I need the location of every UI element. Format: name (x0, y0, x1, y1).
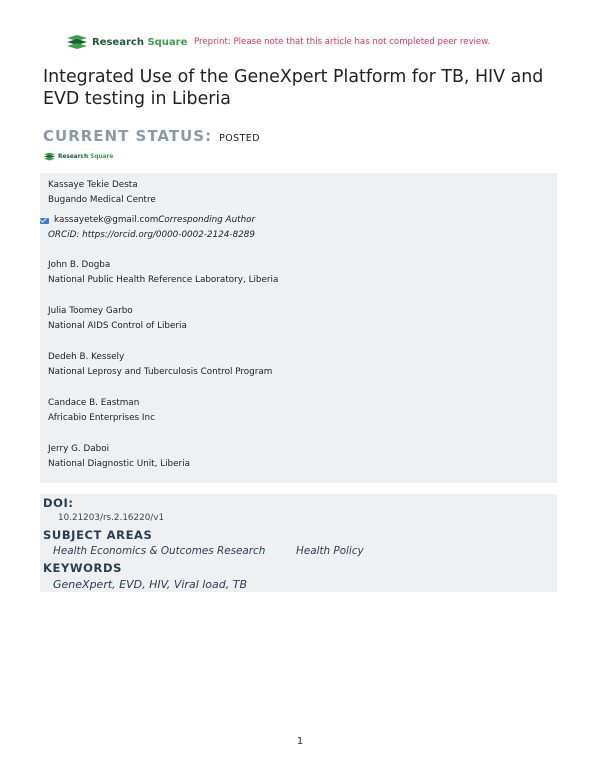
page-number: 1 (296, 736, 304, 747)
author-name: John B. Dogba (48, 260, 111, 270)
status-value: POSTED (219, 133, 260, 144)
research-square-logo[interactable] (66, 34, 187, 50)
preprint-notice: Preprint: Please note that this article has not completed peer review. (194, 37, 491, 47)
small-logo-text-main: Research (58, 153, 89, 160)
corresponding-author-label: Corresponding Author (158, 215, 256, 225)
subject-areas-label: SUBJECT AREAS (43, 528, 153, 542)
logo-text-main: Research (92, 36, 144, 48)
keywords-label: KEYWORDS (43, 561, 123, 575)
author-name: Jerry G. Daboi (48, 444, 110, 454)
author-5 (48, 396, 155, 426)
author-email[interactable]: kassayetek@gmail.com (54, 215, 159, 225)
author-name: Julia Toomey Garbo (48, 306, 133, 316)
status-label: CURRENT STATUS: (43, 127, 213, 145)
author-name: Dedeh B. Kessely (48, 352, 125, 362)
author-affiliation: National Public Health Reference Laboratory, Liberia (48, 275, 279, 285)
logo-text (92, 37, 187, 48)
doi-label: DOI: (43, 496, 74, 510)
current-status (43, 126, 260, 145)
authors-panel (40, 173, 557, 483)
research-square-logo-icon (66, 34, 88, 50)
author-affiliation: Africabio Enterprises Inc (48, 413, 155, 423)
author-3 (48, 304, 187, 334)
author-name: Kassaye Tekie Desta (48, 180, 138, 190)
corresponding-contact (40, 213, 255, 243)
author-2 (48, 258, 278, 288)
keywords-list: GeneXpert, EVD, HIV, Viral load, TB (53, 578, 248, 591)
small-logo-text (58, 154, 113, 160)
author-6 (48, 442, 190, 472)
research-square-small-logo[interactable] (43, 152, 113, 161)
author-4 (48, 350, 272, 380)
author-orcid[interactable]: ORCiD: https://orcid.org/0000-0002-2124-8289 (48, 230, 255, 240)
paper-title: Integrated Use of the GeneXpert Platform for TB, HIV and EVD testing in Liberia (43, 67, 544, 109)
page-header (66, 34, 560, 54)
author-name: Candace B. Eastman (48, 398, 140, 408)
author-affiliation: National Diagnostic Unit, Liberia (48, 459, 191, 469)
mail-icon (40, 218, 49, 224)
subject-area-1[interactable]: Health Economics & Outcomes Research (53, 545, 266, 557)
research-square-small-logo-icon (43, 152, 56, 161)
doi-value[interactable]: 10.21203/rs.2.16220/v1 (58, 513, 165, 523)
subject-area-2[interactable]: Health Policy (296, 545, 364, 557)
logo-text-accent: Square (147, 36, 188, 48)
author-affiliation: Bugando Medical Centre (48, 195, 156, 205)
small-logo-text-accent: Square (90, 153, 114, 160)
author-affiliation: National Leprosy and Tuberculosis Control Program (48, 367, 273, 377)
author-affiliation: National AIDS Control of Liberia (48, 321, 187, 331)
metadata-panel (40, 494, 557, 592)
author-1 (48, 178, 156, 208)
